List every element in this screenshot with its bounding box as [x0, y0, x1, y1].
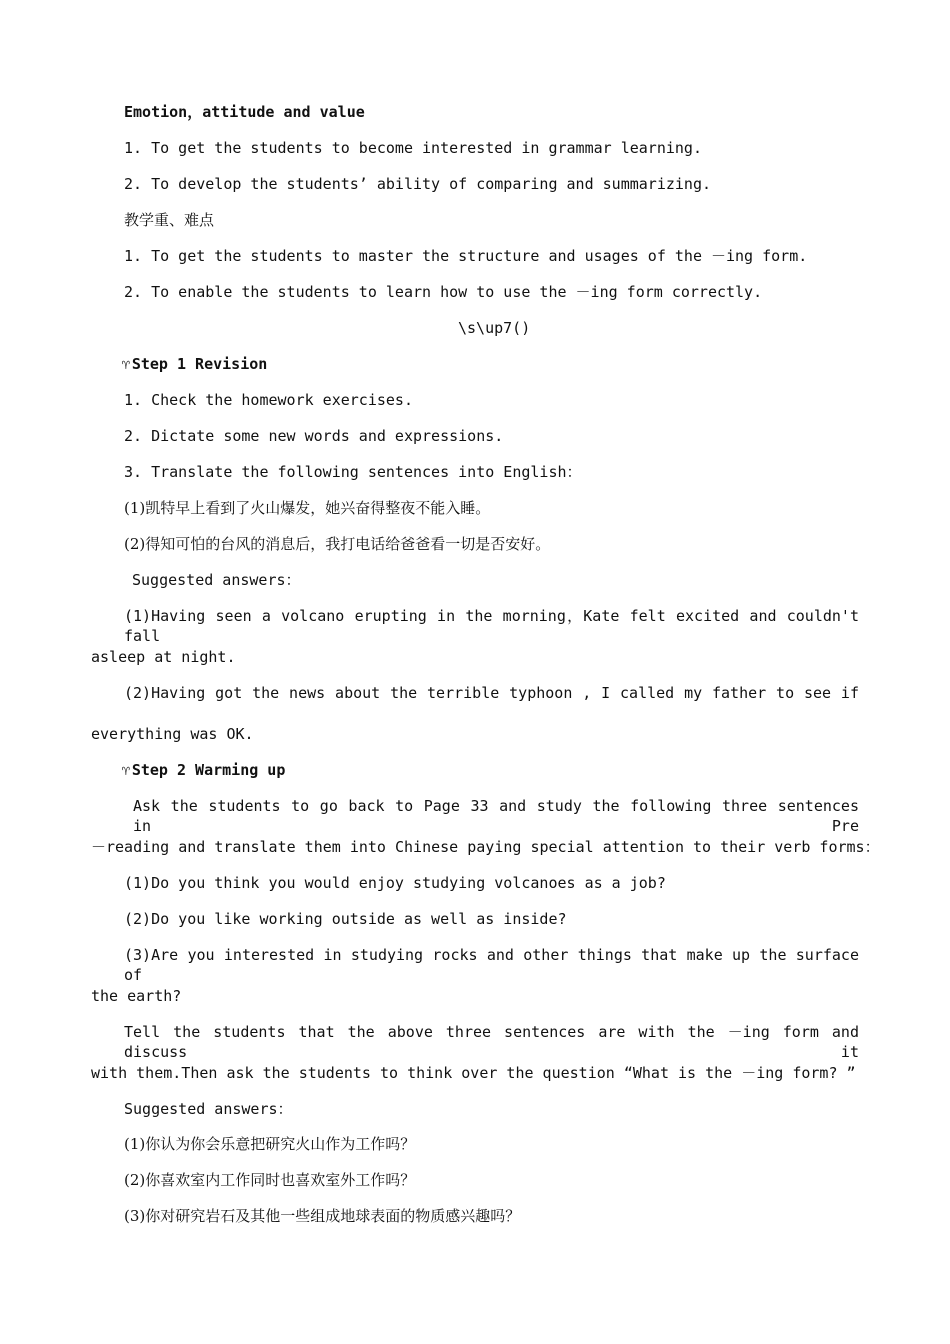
step-marker-icon: ♈ — [122, 358, 130, 373]
key-point-item: 1. To get the students to master the structure and usages of the －ing form. — [124, 247, 808, 265]
step1-title: Step 1 Revision — [131, 355, 268, 373]
key-point-item: 2. To enable the students to learn how to use the －ing form correctly. — [124, 283, 763, 301]
step2-title-row — [122, 760, 285, 782]
step1-title-row — [122, 354, 267, 376]
objective-item: 2. To develop the students’ ability of comparing and summarizing. — [124, 175, 711, 193]
question-sentence: (2)Do you like working outside as well as inside? — [124, 910, 567, 928]
answer-line: (1)Having seen a volcano erupting in the morning，Kate felt excited and couldn't fall — [124, 607, 859, 645]
chinese-sentence: (2)得知可怕的台风的消息后，我打电话给爸爸看一切是否安好。 — [124, 535, 551, 553]
question-sentence: (1)Do you think you would enjoy studying volcanoes as a job? — [124, 874, 666, 892]
question-sentence: (3)Are you interested in studying rocks and other things that make up the surface of — [124, 946, 859, 984]
step-marker-icon: ♈ — [122, 764, 130, 779]
chinese-answer: (1)你认为你会乐意把研究火山作为工作吗？ — [124, 1135, 416, 1153]
field-code-text: \s\up7() — [458, 319, 531, 337]
key-points-heading: 教学重、难点 — [124, 211, 215, 229]
question-sentence: the earth? — [91, 987, 182, 1005]
chinese-answer: (3)你对研究岩石及其他一些组成地球表面的物质感兴趣吗？ — [124, 1207, 521, 1225]
answer-line: (2)Having got the news about the terrible typhoon , I called my father to see if — [124, 684, 859, 702]
answer-line: everything was OK. — [91, 725, 254, 743]
step2-intro-line: Ask the students to go back to Page 33 and study the following three sentences in Pre — [133, 797, 859, 835]
objective-item: 1. To get the students to become interested in grammar learning. — [124, 139, 702, 157]
step1-item: 3. Translate the following sentences into English： — [124, 463, 582, 481]
step2-tell-line: Tell the students that the above three sentences are with the －ing form and discuss it — [124, 1023, 859, 1061]
step2-tell-line: with them.Then ask the students to think over the question “What is the －ing form? ” — [91, 1064, 856, 1082]
chinese-answer: (2)你喜欢室内工作同时也喜欢室外工作吗？ — [124, 1171, 416, 1189]
step2-title: Step 2 Warming up — [131, 761, 286, 779]
step2-intro-line: －reading and translate them into Chinese paying special attention to their verb forms： — [91, 838, 880, 856]
step1-item: 1. Check the homework exercises. — [124, 391, 413, 409]
chinese-sentence: (1)凯特早上看到了火山爆发，她兴奋得整夜不能入睡。 — [124, 499, 491, 517]
answers-label: Suggested answers： — [124, 1100, 293, 1118]
objectives-heading: Emotion，attitude and value — [124, 103, 365, 121]
answer-line: asleep at night. — [91, 648, 236, 666]
step1-item: 2. Dictate some new words and expressions. — [124, 427, 504, 445]
answers-label: Suggested answers： — [132, 571, 301, 589]
